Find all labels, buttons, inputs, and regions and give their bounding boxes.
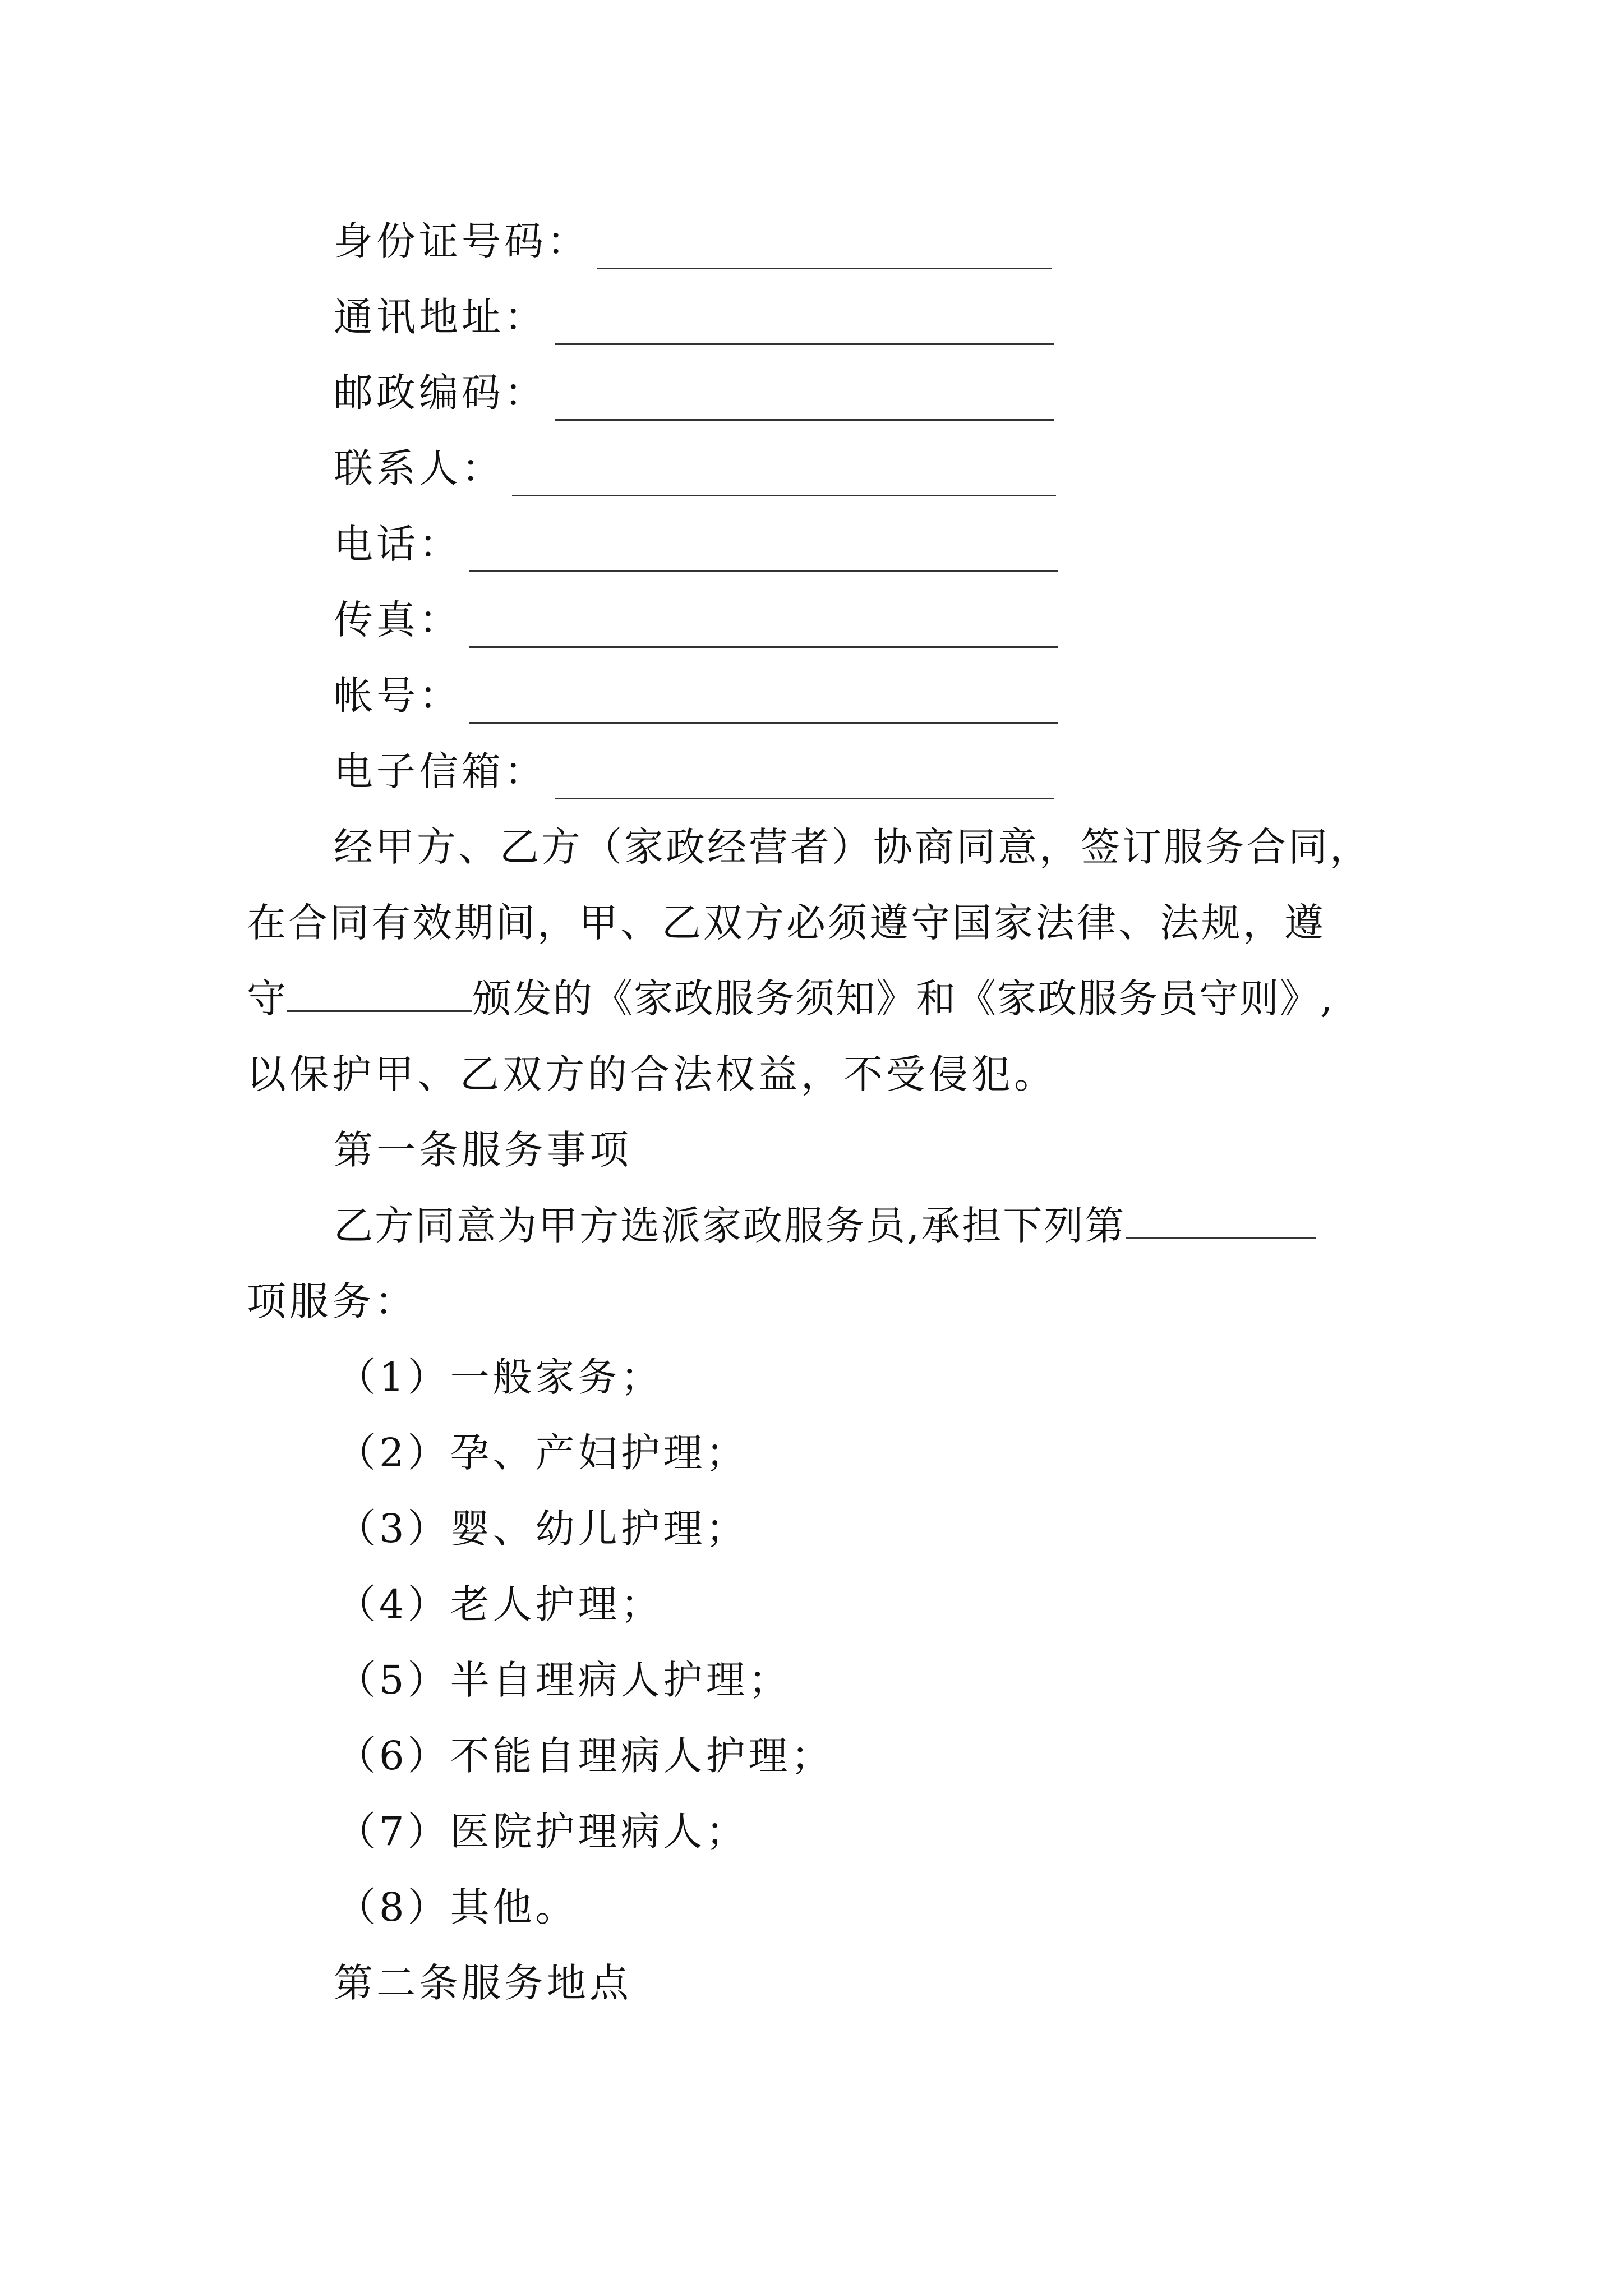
fill-blank[interactable] — [597, 233, 1052, 269]
service-item: （8）其他。 — [336, 1884, 578, 1930]
fill-blank[interactable] — [555, 763, 1054, 799]
fill-blank[interactable] — [469, 687, 1058, 724]
paragraph-1-line-2: 在合同有效期间，甲、乙双方必须遵守国家法律、法规，遵 — [247, 900, 1326, 946]
service-item: （6）不能自理病人护理； — [336, 1733, 834, 1779]
text-after-blank: 颁发的《家政服务须知》和《家政服务员守则》, — [472, 976, 1334, 1022]
fill-blank[interactable] — [469, 536, 1058, 572]
fill-blank[interactable] — [469, 611, 1058, 648]
intro-text: 乙方同意为甲方选派家政服务员,承担下列第 — [334, 1203, 1126, 1249]
issuer-blank[interactable] — [287, 978, 472, 1012]
service-item: （1）一般家务； — [336, 1354, 663, 1400]
field-email — [334, 743, 1054, 799]
service-item: （2）孕、产妇护理； — [336, 1430, 749, 1476]
field-label: 身份证号码： — [334, 218, 589, 264]
paragraph-1-line-3 — [247, 970, 1334, 1027]
fill-blank[interactable] — [512, 460, 1056, 496]
field-label: 电子信箱： — [334, 748, 547, 794]
field-label: 通讯地址： — [334, 294, 547, 340]
article-1-title: 第一条服务事项 — [334, 1127, 632, 1173]
paragraph-1-line-1: 经甲方、乙方（家政经营者）协商同意，签订服务合同， — [334, 824, 1371, 870]
paragraph-1-line-4: 以保护甲、乙双方的合法权益，不受侵犯。 — [247, 1051, 1057, 1097]
field-phone — [334, 516, 1058, 572]
field-label: 电话： — [334, 521, 462, 567]
service-item: （4）老人护理； — [336, 1581, 663, 1627]
service-item: （5）半自理病人护理； — [336, 1657, 791, 1703]
service-item: （7）医院护理病人； — [336, 1809, 749, 1855]
service-number-blank[interactable] — [1126, 1205, 1316, 1239]
article-2-title: 第二条服务地点 — [334, 1960, 632, 2006]
field-label: 帐号： — [334, 673, 462, 719]
article-1-intro-line-2: 项服务： — [247, 1278, 417, 1324]
field-postcode — [334, 365, 1054, 421]
fill-blank[interactable] — [555, 384, 1054, 421]
service-item: （3）婴、幼儿护理； — [336, 1506, 749, 1552]
field-fax — [334, 592, 1058, 648]
field-label: 联系人： — [334, 445, 504, 491]
field-account — [334, 668, 1058, 724]
article-1-intro-line-1 — [334, 1198, 1316, 1254]
field-address — [334, 289, 1054, 345]
text-before-blank: 守 — [247, 976, 287, 1022]
field-id-number — [334, 213, 1052, 269]
field-contact-person — [334, 440, 1056, 496]
fill-blank[interactable] — [555, 309, 1054, 345]
field-label: 传真： — [334, 597, 462, 643]
field-label: 邮政编码： — [334, 370, 547, 416]
